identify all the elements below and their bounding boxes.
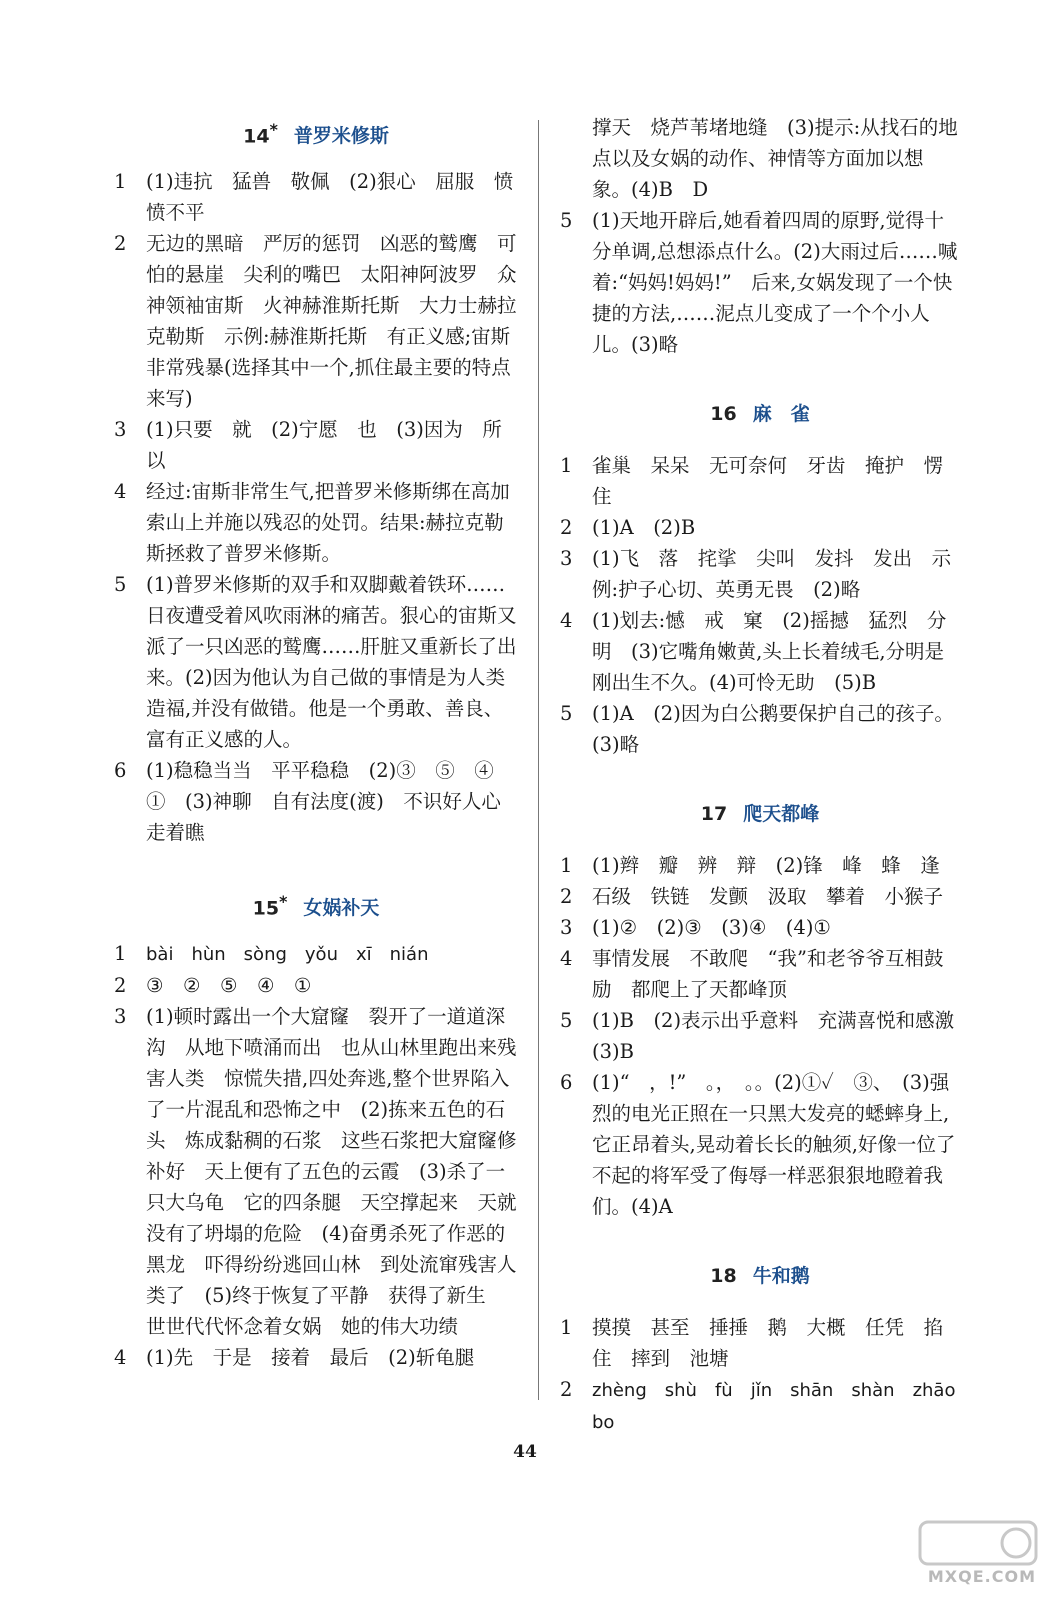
pinyin-answer: bài hùn sòng yǒu xī nián	[146, 944, 429, 965]
item-number: 3	[560, 547, 573, 570]
answer-text: 事情发展 不敢爬 “我”和老爷爷互相鼓励 都爬上了天都峰顶	[592, 947, 944, 1001]
answer-item	[558, 943, 962, 1005]
answer-text: (1)稳稳当当 平平稳稳 (2)③ ⑤ ④ ① (3)神聊 自有法度(渡) 不识好人心 走着瞧	[146, 759, 521, 844]
column-divider	[538, 120, 539, 1400]
item-number: 2	[560, 1378, 573, 1401]
page-number: 44	[513, 1442, 537, 1462]
answer-text: (1)普罗米修斯的双手和双脚戴着铁环……日夜遭受着风吹雨淋的痛苦。狠心的宙斯又派了一只凶恶的鹫鹰……肝脏又重新长了出来。(2)因为他认为自己做的事情是为人类造福,并没有做错。他是一个勇敢、善良、富有正义感的人。	[146, 573, 517, 751]
item-number: 4	[114, 1346, 127, 1369]
answer-text: (1)天地开辟后,她看着四周的原野,觉得十分单调,总想添点什么。(2)大雨过后……喊着:“妈妈!妈妈!” 后来,女娲发现了一个快捷的方法,……泥点儿变成了一个个小人儿。(3)略	[592, 209, 958, 356]
item-number: 1	[114, 942, 127, 965]
item-number: 2	[114, 974, 127, 997]
item-number: 3	[560, 916, 573, 939]
item-number: 1	[560, 1316, 573, 1339]
item-number: 6	[114, 759, 127, 782]
answer-item	[112, 414, 520, 476]
section-title	[558, 796, 962, 832]
answer-item	[112, 166, 520, 228]
section-number: 16	[710, 403, 737, 425]
answer-item	[558, 112, 962, 205]
item-number: 3	[114, 1005, 127, 1028]
answer-item	[558, 1067, 962, 1222]
section-number: 15	[252, 897, 280, 920]
item-number: 5	[560, 702, 573, 725]
section-name: 爬天都峰	[743, 803, 820, 825]
answer-text: (1)顿时露出一个大窟窿 裂开了一道道深沟 从地下喷涌而出 也从山林里跑出来残害人类 惊慌失措,四处奔逃,整个世界陷入了一片混乱和恐怖之中 (2)拣来五色的石头 炼成黏稠的石浆 这些石浆把大窟窿修补好 天上便有了五色的云霞 (3)杀了一只大乌龟 它的四条腿 天空撑起来 天就没有了坍塌的危险 (4)奋勇杀死了作恶的黑龙 吓得纷纷逃回山林 到处流窜残害人类了 (5)终于恢复了平静 获得了新生 世世代代怀念着女娲 她的伟大功绩	[146, 1005, 517, 1338]
answer-item	[112, 476, 520, 569]
section-name: 女娲补天	[303, 897, 380, 920]
item-number: 5	[560, 1009, 573, 1032]
answer-item	[558, 543, 962, 605]
answer-text: 经过:宙斯非常生气,把普罗米修斯绑在高加索山上并施以残忍的处罚。结果:赫拉克勒斯拯救了普罗米修斯。	[146, 480, 510, 565]
item-number: 3	[114, 418, 127, 441]
answer-item	[112, 1001, 520, 1342]
answer-text: (1)A (2)B	[592, 516, 696, 539]
answer-text: 无边的黑暗 严厉的惩罚 凶恶的鹫鹰 可怕的悬崖 尖利的嘴巴 太阳神阿波罗 众神领袖宙斯 火神赫淮斯托斯 大力士赫拉克勒斯 示例:赫淮斯托斯 有正义感;宙斯 非常残暴(选择其中一个,抓住最主要的特点来写)	[146, 232, 530, 410]
answer-text: 摸摸 甚至 捶捶 鹅 大概 任凭 掐住 摔到 池塘	[592, 1316, 944, 1370]
answer-item	[558, 912, 962, 943]
watermark-text: MXQE.COM	[927, 1567, 1036, 1586]
answer-text: (1)B (2)表示出乎意料 充满喜悦和感激 (3)B	[592, 1009, 974, 1063]
answer-item	[112, 228, 530, 414]
section-name: 牛和鹅	[752, 1265, 810, 1287]
section-number: 17	[700, 803, 728, 825]
answer-item	[112, 1342, 520, 1373]
right-column	[558, 112, 974, 1438]
item-number: 5	[114, 573, 127, 596]
item-number: 4	[114, 480, 127, 503]
answer-item	[558, 881, 962, 912]
section-title	[112, 884, 520, 920]
star-mark: *	[269, 120, 278, 139]
section-number: 18	[710, 1265, 737, 1287]
answer-item	[558, 850, 962, 881]
answer-text: (1)“ ，!” 。， 。。(2)①✓ ③、 (3)强烈的电光正照在一只黑大发亮的蟋蟀身上,它正昂着头,晃动着长长的触须,好像一位了不起的将军受了侮辱一样恶狠狠地瞪着我们。(4)A	[592, 1071, 956, 1218]
item-number: 6	[560, 1071, 573, 1094]
answer-text: 雀巢 呆呆 无可奈何 牙齿 掩护 愣住	[592, 454, 944, 508]
item-number: 1	[114, 170, 127, 193]
answer-text: (1)先 于是 接着 最后 (2)斩龟腿	[146, 1346, 475, 1369]
answer-text: (1)只要 就 (2)宁愿 也 (3)因为 所以	[146, 418, 502, 472]
left-column	[112, 112, 530, 1373]
section-title	[558, 396, 962, 432]
pinyin-answer: zhèng shù fù jǐn shān shàn zhāo bo	[592, 1380, 974, 1433]
item-number: 4	[560, 947, 573, 970]
answer-item	[112, 755, 520, 848]
star-mark: *	[279, 892, 288, 911]
section-title	[558, 1258, 962, 1294]
answer-text: 石级 铁链 发颤 汲取 攀着 小猴子	[592, 885, 944, 908]
answer-text: (1)A (2)因为白公鹅要保护自己的孩子。(3)略	[592, 702, 954, 756]
item-number: 1	[560, 854, 573, 877]
answer-item	[558, 698, 962, 760]
answer-item	[558, 205, 962, 360]
answer-item	[558, 512, 962, 543]
item-number: 2	[560, 885, 573, 908]
answer-item	[558, 1374, 974, 1438]
answer-item	[558, 605, 962, 698]
answer-text: (1)违抗 猛兽 敬佩 (2)狠心 屈服 愤愤不平	[146, 170, 514, 224]
answer-text: (1)② (2)③ (3)④ (4)①	[592, 916, 831, 939]
item-number: 1	[560, 454, 573, 477]
item-number: 4	[560, 609, 573, 632]
answer-text: ③ ② ⑤ ④ ①	[146, 974, 312, 997]
answer-text: (1)辫 瓣 辨 辩 (2)锋 峰 蜂 逢	[592, 854, 940, 877]
answer-item	[558, 1312, 962, 1374]
section-name: 麻 雀	[752, 403, 810, 425]
answer-item	[112, 569, 520, 755]
answer-text: 撑天 烧芦苇堵地缝 (3)提示:从找石的地点以及女娲的动作、神情等方面加以想象。(4)B D	[592, 116, 958, 201]
answer-item	[558, 450, 962, 512]
item-number: 5	[560, 209, 573, 232]
item-number: 2	[114, 232, 127, 255]
answer-item	[112, 938, 520, 970]
section-title	[112, 112, 520, 148]
section-number: 14	[243, 125, 270, 148]
section-name: 普罗米修斯	[293, 125, 389, 148]
item-number: 2	[560, 516, 573, 539]
answer-item	[558, 1005, 974, 1067]
answer-text: (1)飞 落 挓挲 尖叫 发抖 发出 示例:护子心切、英勇无畏 (2)略	[592, 547, 952, 601]
answer-item	[112, 970, 520, 1001]
answer-text: (1)划去:憾 戒 窠 (2)摇撼 猛烈 分明 (3)它嘴角嫩黄,头上长着绒毛,分明是刚出生不久。(4)可怜无助 (5)B	[592, 609, 947, 694]
